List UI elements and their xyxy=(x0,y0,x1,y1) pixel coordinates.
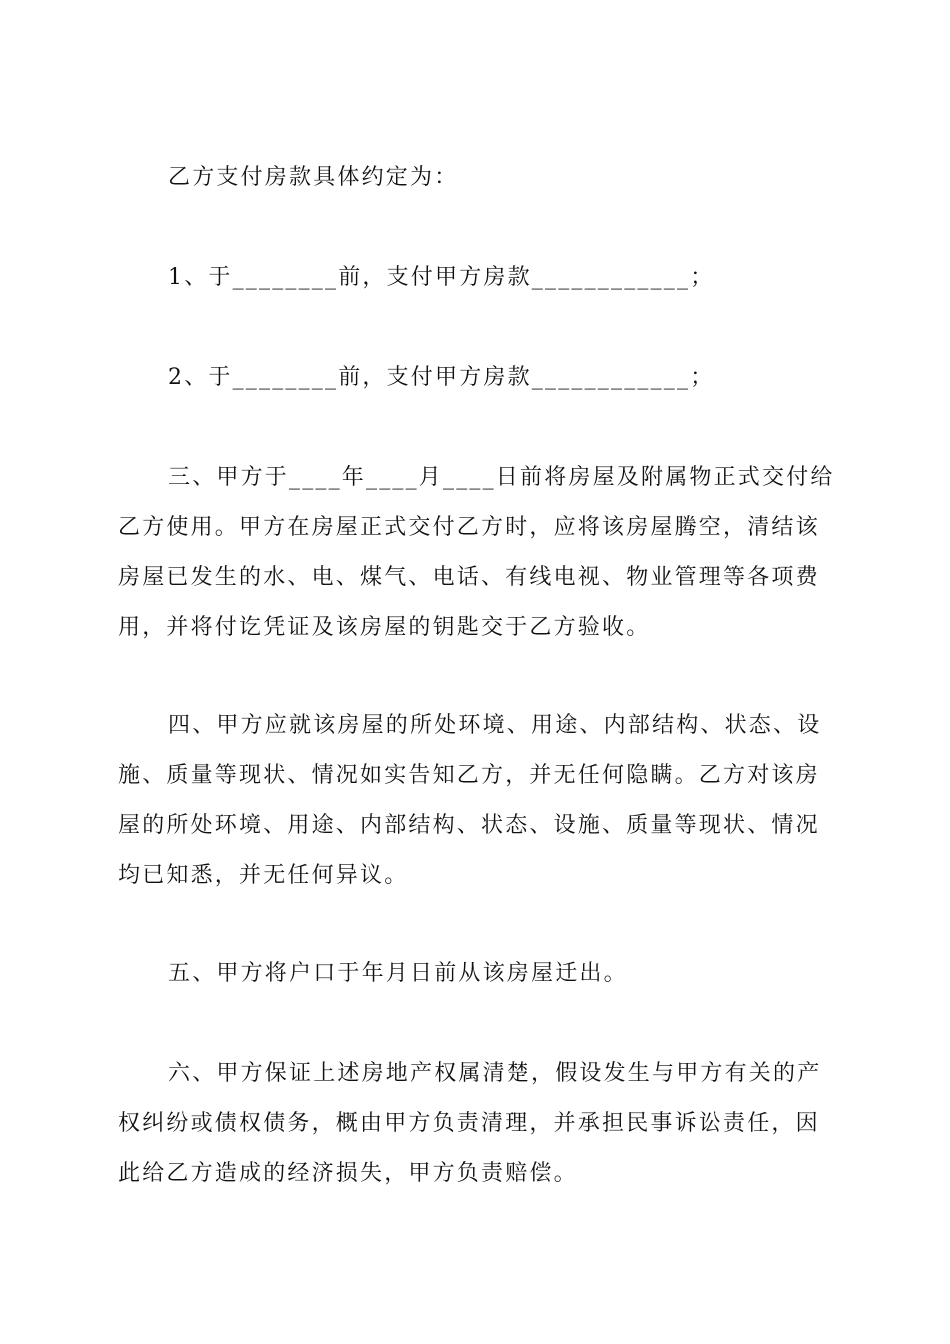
clause-3-line-4: 用，并将付讫凭证及该房屋的钥匙交于乙方验收。 xyxy=(118,615,651,640)
clause-6-line-1: 六、甲方保证上述房地产权属清楚，假设发生与甲方有关的产 xyxy=(168,1061,822,1086)
payment-intro: 乙方支付房款具体约定为： xyxy=(168,165,459,190)
clause-6-line-3: 此给乙方造成的经济损失，甲方负责赔偿。 xyxy=(118,1161,578,1186)
clause-4-line-2: 施、质量等现状、情况如实告知乙方，并无任何隐瞒。乙方对该房 xyxy=(118,763,820,788)
clause-4-line-4: 均已知悉，并无任何异议。 xyxy=(118,863,409,888)
payment-clause-1: 1、于________前，支付甲方房款____________； xyxy=(168,265,715,290)
payment-clause-2: 2、于________前，支付甲方房款____________； xyxy=(168,365,715,390)
clause-4-line-1: 四、甲方应就该房屋的所处环境、用途、内部结构、状态、设 xyxy=(168,713,822,738)
clause-6-line-2: 权纠纷或债权债务，概由甲方负责清理，并承担民事诉讼责任，因 xyxy=(118,1111,820,1136)
clause-3-line-2: 乙方使用。甲方在房屋正式交付乙方时，应将该房屋腾空，清结该 xyxy=(118,515,820,540)
clause-4-line-3: 屋的所处环境、用途、内部结构、状态、设施、质量等现状、情况 xyxy=(118,813,820,838)
clause-3-line-3: 房屋已发生的水、电、煤气、电话、有线电视、物业管理等各项费 xyxy=(118,565,820,590)
clause-3-line-1: 三、甲方于____年____月____日前将房屋及附属物正式交付给 xyxy=(168,465,835,490)
clause-5: 五、甲方将户口于年月日前从该房屋迁出。 xyxy=(168,961,628,986)
